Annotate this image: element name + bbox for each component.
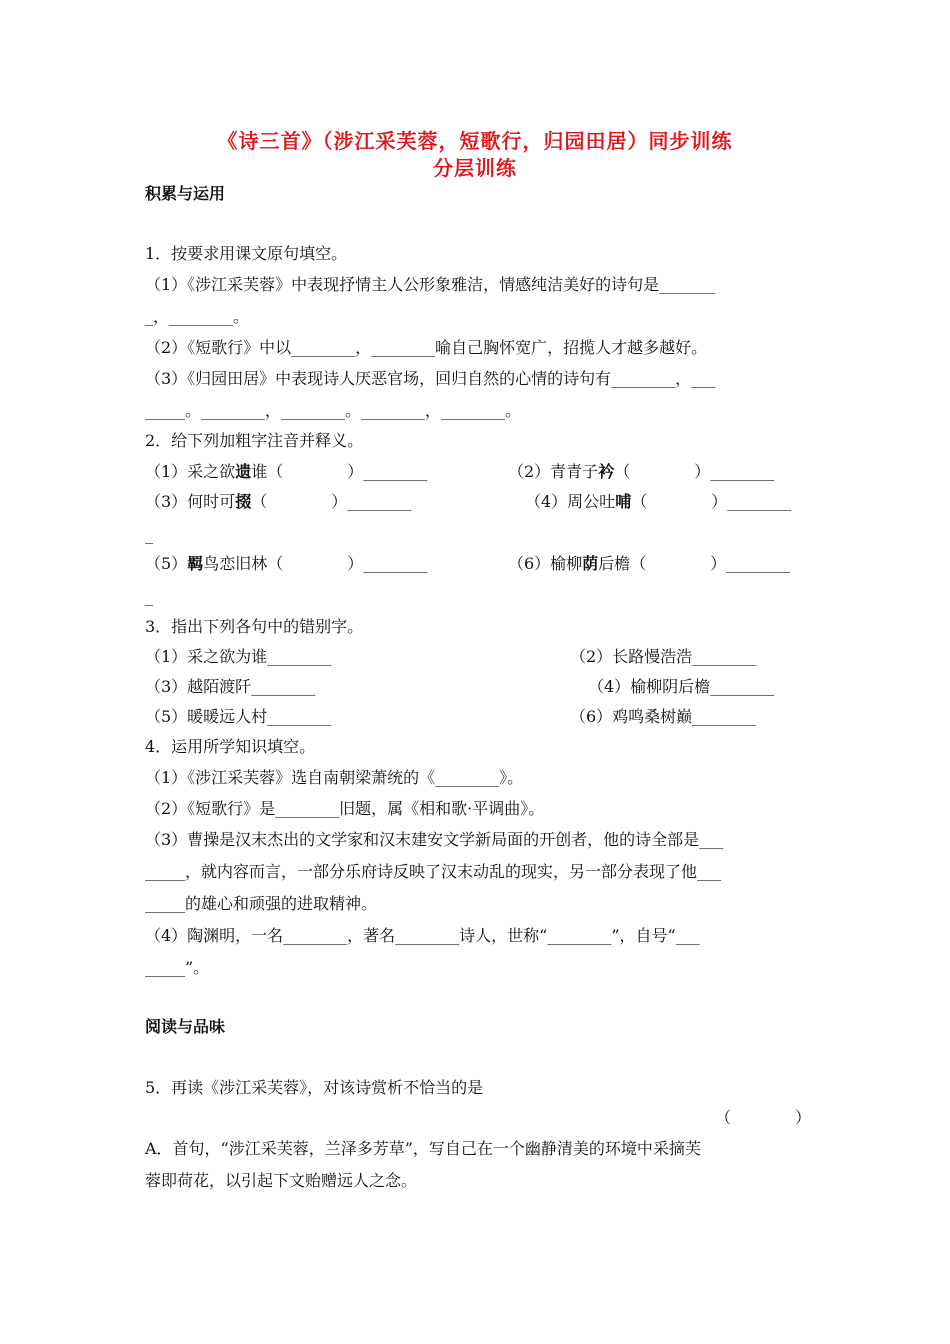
q3-stem: 3．指出下列各句中的错别字。 [145, 617, 364, 636]
q4-item3-line3: _____的雄心和顽强的进取精神。 [145, 894, 378, 913]
q2-item4-bold-char: 哺 [615, 492, 632, 511]
q4-item4-line1: （4）陶渊明，一名________，著名________诗人，世称“________”，自号“___ [145, 926, 700, 945]
q3-item1: （1）采之欲为谁________ [145, 647, 332, 666]
q2-item4-prefix: （4）周公吐 [525, 492, 616, 511]
q2-item5-suffix: 鸟恋旧林（ ）________ [203, 554, 428, 573]
q2-item3-bold-char: 掇 [235, 492, 252, 511]
q2-item3 [145, 491, 411, 513]
q3-item2: （2）长路慢浩浩________ [570, 647, 757, 666]
q2-item6-bold-char: 荫 [582, 554, 599, 573]
q2-item2-bold-char: 衿 [598, 462, 615, 481]
q2-item2-prefix: （2）青青子 [508, 462, 599, 481]
section-heading-reading: 阅读与品味 [145, 1017, 226, 1036]
q3-item4: （4）榆柳阴后檐________ [588, 677, 775, 696]
q3-item5: （5）暖暖远人村________ [145, 707, 332, 726]
q2-item3-suffix: （ ）________ [251, 492, 412, 511]
q2-item1 [145, 461, 427, 483]
q2-item5-prefix: （5） [145, 554, 188, 573]
q4-item2: （2）《短歌行》是________旧题，属《相和歌·平调曲》。 [145, 799, 545, 818]
q1-stem: 1．按要求用课文原句填空。 [145, 244, 348, 263]
q3-item6: （6）鸡鸣桑树巅________ [570, 707, 757, 726]
q2-wrap-dash-2: _ [145, 587, 153, 606]
q1-item3-line2: _____。________，________。________，________。 [145, 401, 522, 420]
document-subtitle: 分层训练 [433, 156, 517, 180]
q2-item3-prefix: （3）何时可 [145, 492, 236, 511]
q2-item5 [145, 553, 427, 575]
q4-item4-line2: _____”。 [145, 958, 210, 977]
q1-item2: （2）《短歌行》中以________，________喻自己胸怀宽广，招揽人才越多越好。 [145, 338, 708, 357]
q1-item3-line1: （3）《归园田居》中表现诗人厌恶官场，回归自然的心情的诗句有________，___ [145, 369, 716, 388]
q1-item1-line2: _，________。 [145, 307, 250, 326]
q2-item1-suffix: 谁（ ）________ [251, 462, 428, 481]
q4-item3-line2: _____，就内容而言，一部分乐府诗反映了汉末动乱的现实，另一部分表现了他___ [145, 862, 722, 881]
q2-item2-suffix: （ ）________ [614, 462, 775, 481]
q5-stem: 5．再读《涉江采芙蓉》，对该诗赏析不恰当的是 [145, 1078, 484, 1097]
q2-item2 [508, 461, 774, 483]
q2-stem: 2．给下列加粗字注音并释义。 [145, 431, 364, 450]
q3-item3: （3）越陌渡阡________ [145, 677, 316, 696]
q2-item6 [508, 553, 790, 575]
q2-item5-bold-char: 羁 [187, 554, 204, 573]
q4-item3-line1: （3）曹操是汉末杰出的文学家和汉末建安文学新局面的开创者，他的诗全部是___ [145, 830, 724, 849]
q5-option-a-line1: A．首句，“涉江采芙蓉，兰泽多芳草”，写自己在一个幽静清美的环境中采摘芙 [145, 1139, 701, 1158]
q5-option-a-line2: 蓉即荷花，以引起下文贻赠远人之念。 [145, 1171, 418, 1190]
q2-item1-prefix: （1）采之欲 [145, 462, 236, 481]
q4-item1: （1）《涉江采芙蓉》选自南朝梁萧统的《________》。 [145, 768, 524, 787]
q1-item1-line1: （1）《涉江采芙蓉》中表现抒情主人公形象雅洁，情感纯洁美好的诗句是_______ [145, 275, 716, 294]
q2-item4-suffix: （ ）________ [631, 492, 792, 511]
q2-item4 [525, 491, 791, 513]
q2-item1-bold-char: 遗 [235, 462, 252, 481]
document-title: 《诗三首》（涉江采芙蓉，短歌行，归园田居）同步训练 [217, 129, 733, 153]
q4-stem: 4．运用所学知识填空。 [145, 737, 316, 756]
section-heading-accumulation: 积累与运用 [145, 184, 226, 203]
q2-item6-prefix: （6）榆柳 [508, 554, 583, 573]
q2-item6-suffix: 后檐（ ）________ [598, 554, 791, 573]
q5-answer-paren: （ ） [715, 1108, 812, 1127]
q2-wrap-dash-1: _ [145, 525, 153, 544]
